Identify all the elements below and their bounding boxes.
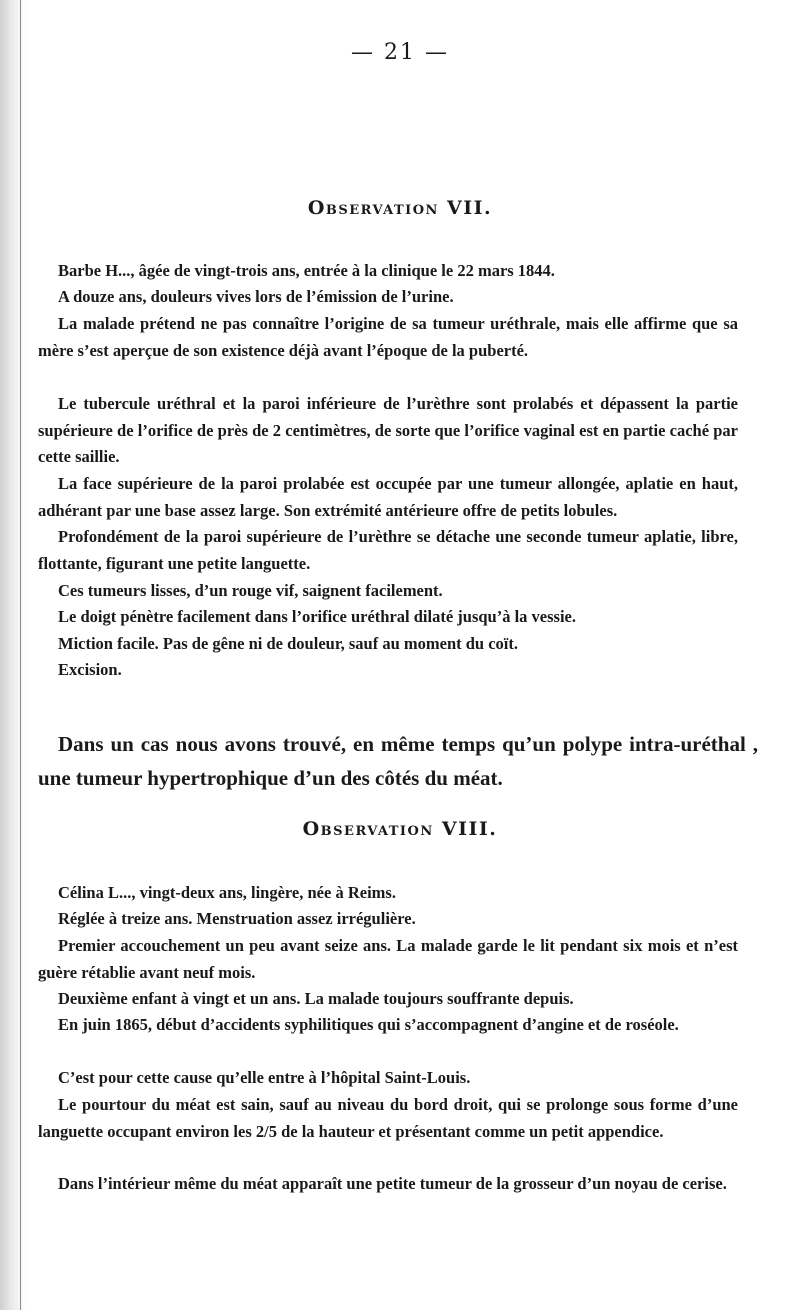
obs8-paragraph-6: C’est pour cette cause qu’elle entre à l’hôpital Saint-Louis.: [58, 1068, 471, 1087]
obs7-paragraph-6: Profondément de la paroi supérieure de l’urèthre se détache une seconde tumeur aplatie, libre, flottante, figurant une petite languette.: [38, 527, 738, 573]
obs7-paragraph-9: Miction facile. Pas de gêne ni de douleur, sauf au moment du coït.: [58, 634, 519, 653]
obs7-paragraph-2: A douze ans, douleurs vives lors de l’émission de l’urine.: [58, 287, 454, 306]
observation-7-heading: Observation VII.: [307, 197, 493, 219]
obs7-paragraph-10: Excision.: [58, 660, 122, 679]
page-number: — 21 —: [351, 40, 449, 65]
obs8-paragraph-5: En juin 1865, début d’accidents syphilitiques qui s’accompagnent d’angine et de roséole.: [58, 1015, 679, 1034]
obs7-paragraph-7: Ces tumeurs lisses, d’un rouge vif, saignent facilement.: [58, 581, 443, 600]
obs7-paragraph-3: La malade prétend ne pas connaître l’origine de sa tumeur uréthrale, mais elle affirme que sa mère s’est aperçue de son existence déjà avant l’époque de la puberté.: [38, 314, 738, 360]
obs8-paragraph-2: Réglée à treize ans. Menstruation assez irrégulière.: [58, 909, 416, 928]
obs8-paragraph-8: Dans l’intérieur même du méat apparaît une petite tumeur de la grosseur d’un noyau de cerise.: [58, 1174, 727, 1193]
obs7-paragraph-8: Le doigt pénètre facilement dans l’orifice uréthral dilaté jusqu’à la vessie.: [58, 607, 577, 626]
obs8-paragraph-1: Célina L..., vingt-deux ans, lingère, née à Reims.: [58, 883, 396, 902]
obs8-paragraph-3: Premier accouchement un peu avant seize ans. La malade garde le lit pendant six mois et n’est guère rétablie avant neuf mois.: [38, 936, 738, 982]
obs7-paragraph-4: Le tubercule uréthral et la paroi inférieure de l’urèthre sont prolabés et dépassent la partie supérieure de l’orifice de près de 2 centimètres, de sorte que l’orifice vaginal est en partie caché par cette saillie.: [38, 394, 738, 466]
obs7-paragraph-1: Barbe H..., âgée de vingt-trois ans, entrée à la clinique le 22 mars 1844.: [58, 261, 555, 280]
obs8-paragraph-7: Le pourtour du méat est sain, sauf au niveau du bord droit, qui se prolonge sous forme d’une languette occupant environ les 2/5 de la hauteur et présentant comme un petit appendice.: [38, 1095, 738, 1141]
obs7-paragraph-5: La face supérieure de la paroi prolabée est occupée par une tumeur allongée, aplatie en haut, adhérant par une base assez large. Son extrémité antérieure offre de petits lobules.: [38, 474, 738, 520]
intermediate-statement: Dans un cas nous avons trouvé, en même temps qu’un polype intra-uréthal , une tumeur hypertrophique d’un des côtés du méat.: [38, 732, 758, 790]
observation-8-heading: Observation VIII.: [302, 818, 498, 840]
obs8-paragraph-4: Deuxième enfant à vingt et un ans. La malade toujours souffrante depuis.: [58, 989, 574, 1008]
